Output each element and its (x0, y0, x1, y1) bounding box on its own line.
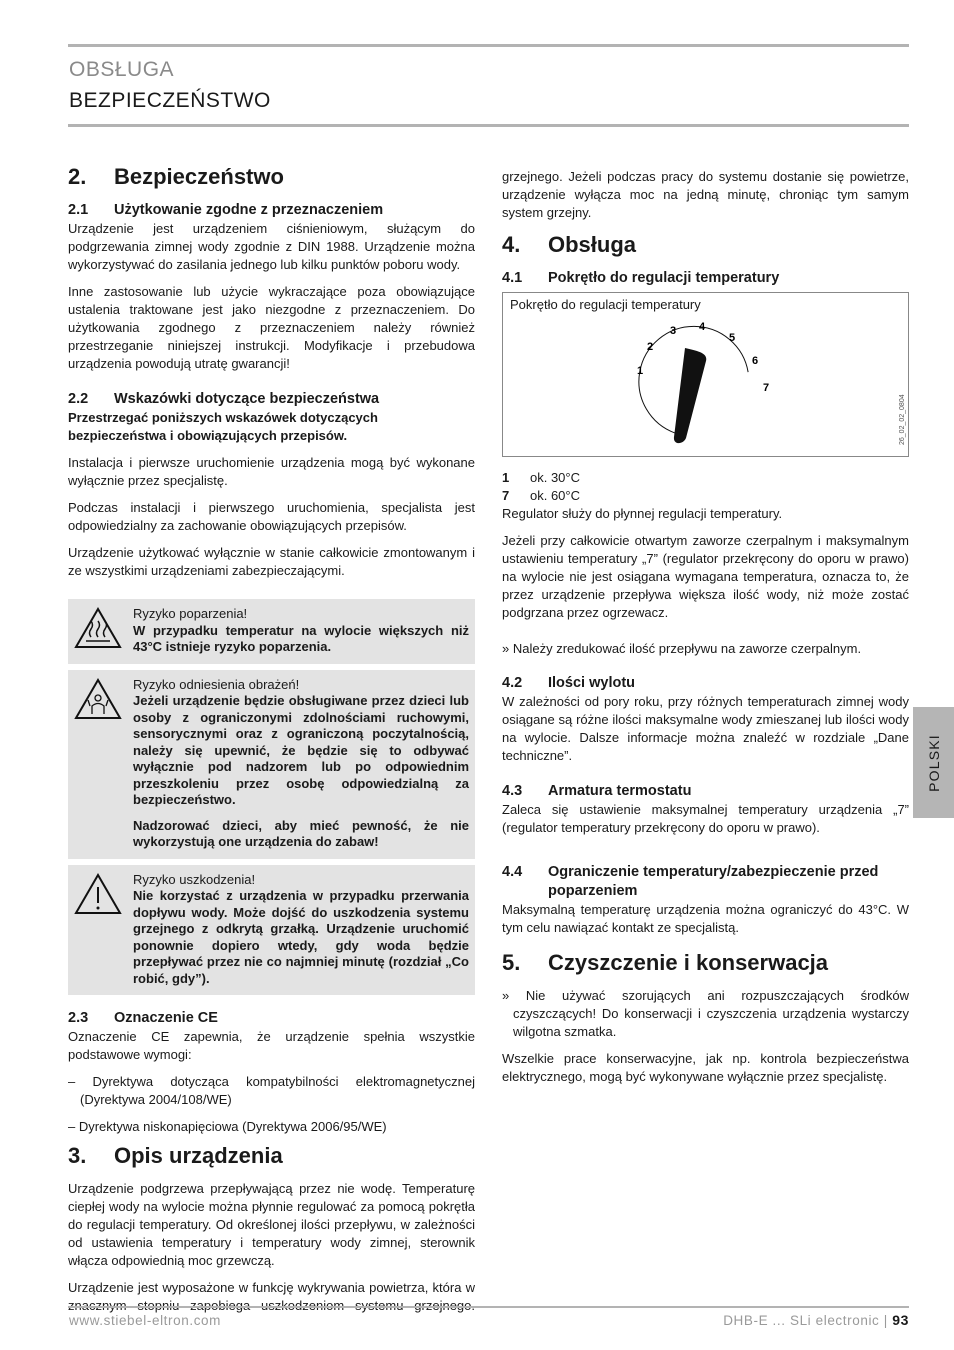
warning-body: W przypadku temperatur na wylocie większych niż 43°C istnieje ryzyko poparzenia. (133, 622, 469, 654)
legend-item: 1 ok. 30°C (502, 470, 581, 485)
dial-label-1: 1 (637, 365, 644, 377)
section-5-heading: 5. Czyszczenie i konserwacja (502, 950, 829, 975)
footer-product: DHB-E ... SLi electronic | 93 (723, 1312, 909, 1328)
paragraph: Podczas instalacji i pierwszego uruchomienia, specjalista jest odpowiedzialny za zachowanie obowiązujących przepisów. (68, 500, 475, 533)
temperature-dial-diagram (503, 293, 908, 456)
paragraph: Urządzenie użytkować wyłącznie w stanie całkowicie zmontowanym i ze wszystkimi urządzeniami zabezpieczającymi. (68, 545, 475, 578)
paragraph: Instalacja i pierwsze uruchomienie urządzenia mogą być wykonane wyłącznie przez specjalistę. (68, 455, 475, 488)
paragraph: Wszelkie prace konserwacyjne, jak np. kontrola bezpieczeństwa elektrycznego, mogą być wykonywane wyłącznie przez specjalistę. (502, 1051, 909, 1084)
dial-label-6: 6 (752, 355, 759, 367)
warning-box (68, 670, 475, 859)
section-2-1-heading: 2.1 Użytkowanie zgodne z przeznaczeniem (68, 202, 384, 218)
paragraph: Maksymalną temperaturę urządzenia można ograniczyć do 43°C. W tym celu nawiązać kontakt ze specjalistą. (502, 902, 909, 935)
section-4-heading: 4. Obsługa (502, 232, 637, 257)
person-warning-icon (74, 678, 122, 720)
warning-body: Jeżeli urządzenie będzie obsługiwane przez dzieci lub osoby z ograniczonymi zdolnościami ruchowymi, sensorycznymi oraz z ograniczoną poczytalnością, należy się upewnić, że będzie się to odbywać wyłącznie pod nadzorem lub po odpowiednim przeszkoleniu przez osobę odpowiedzialną za bezpieczeństwo. (133, 693, 469, 807)
paragraph-lead: Przestrzegać poniższych wskazówek dotyczących bezpieczeństwa i obowiązujących przepisów. (68, 410, 378, 443)
paragraph: Urządzenie jest wyposażone w funkcję wykrywania powietrza, która w (68, 1280, 475, 1295)
footer-url[interactable]: www.stiebel-eltron.com (69, 1313, 221, 1328)
paragraph: Regulator służy do płynnej regulacji temperatury. (502, 506, 783, 521)
paragraph: Inne zastosowanie lub użycie wykraczające poza obowiązujące ustalenia traktowane jest jako niezgodne z przeznaczeniem. Do użytkowania zgodnego z przeznaczeniem należy również przestrzeganie niniejszej instrukcji. Modyfikacje i przebudowa urządzenia powodują utratę gwarancji! (68, 284, 475, 371)
exclamation-warning-icon (74, 873, 122, 915)
warning-body: Nie korzystać z urządzenia w przypadku przerwania dopływu wody. Może dojść do uszkodzenia systemu grzejnego z odkrytą grzałką. Urządzenie uruchomić ponownie dopiero wtedy, gdy woda będzie przepływać przez nie co najmniej minutę (rozdział „Co robić, gdy”). (133, 888, 469, 986)
warning-body-2: Nadzorować dzieci, aby mieć pewność, że nie wykorzystują one urządzenia do zabaw! (133, 817, 469, 849)
paragraph: Urządzenie jest urządzeniem ciśnieniowym, służącym do podgrzewania zimnej wody zgodnie z DIN 1988. Urządzenie można wykorzystywać do zasilania jednego lub kilku punktów poboru wody. (68, 221, 475, 272)
paragraph: Jeżeli przy całkowicie otwartym zaworze czerpalnym i maksymalnym ustawieniu temperatury „7” (regulator przekręcony do oporu w prawo) na wylocie nie jest osiągana wymagana temperatura, oznacza to, że przez urządzenie przepływa większa ilość wody, niż może zostać podgrzana przez ogrzewacz. (502, 533, 909, 620)
header-subsection: BEZPIECZEŃSTWO (69, 89, 271, 112)
paragraph: Oznaczenie CE zapewnia, że urządzenie spełnia wszystkie podstawowe wymogi: (68, 1029, 475, 1062)
language-side-tab[interactable]: POLSKI (913, 707, 954, 818)
legend-item: 7 ok. 60°C (502, 488, 581, 503)
section-4-1-heading: 4.1 Pokrętło do regulacji temperatury (502, 270, 780, 286)
dial-figure (502, 292, 909, 457)
left-column (68, 163, 475, 1324)
page-number: 93 (892, 1312, 909, 1328)
section-4-4-heading: 4.4 Ograniczenie temperatury/zabezpieczenie przed poparzeniem (502, 864, 879, 899)
top-rule (68, 44, 909, 47)
warning-title: Ryzyko uszkodzenia! (133, 871, 256, 887)
dial-label-3: 3 (670, 325, 677, 337)
warning-title: Ryzyko odniesienia obrażeń! (133, 676, 300, 692)
figure-code: 26_02_02_0804 (899, 394, 906, 445)
paragraph: W zależności od pory roku, przy różnych temperaturach zimnej wody osiągane są różne ilości maksymalne wody zmieszanej lub ilości wody na wylocie. Dalsze informacje można znaleźć w rozdziale „Dane techniczne”. (502, 694, 909, 763)
footer-rule (68, 1306, 909, 1308)
list-item: – Dyrektywa dotycząca kompatybilności elektromagnetycznej (Dyrektywa 2004/108/WE) (68, 1074, 475, 1107)
section-4-3-heading: 4.3 Armatura termostatu (502, 783, 692, 799)
dial-label-5: 5 (729, 332, 736, 344)
instruction-item: » Należy zredukować ilość przepływu na zaworze czerpalnym. (502, 641, 862, 656)
figure-caption: Pokrętło do regulacji temperatury (510, 297, 701, 312)
right-column (502, 168, 909, 1095)
instruction-item: » Nie używać szorujących ani rozpuszczających środków czyszczących! Do konserwacji i czyszczenia urządzenia wystarczy wilgotna szmatka. (502, 988, 909, 1039)
warning-box (68, 599, 475, 664)
paragraph: Zaleca się ustawienie maksymalnej temperatury urządzenia „7” (regulator temperatury przekręcony do oporu w prawo). (502, 802, 909, 835)
header-section: OBSŁUGA (69, 58, 175, 81)
section-4-2-heading: 4.2 Ilości wylotu (502, 675, 636, 691)
warning-box (68, 865, 475, 996)
list-item: – Dyrektywa niskonapięciowa (Dyrektywa 2006/95/WE) (68, 1119, 387, 1134)
paragraph-continuation: grzejnego. Jeżeli podczas pracy do systemu dostanie się powietrze, urządzenie wyłącza moc na jedną minutę, chroniąc tym samym system grzejny. (502, 169, 909, 220)
paragraph: Urządzenie podgrzewa przepływającą przez nie wodę. Temperaturę ciepłej wody na wylocie można płynnie regulować za pomocą pokrętła do regulacji temperatury. Od określonej ilości przepływu, w zależności od ustawienia temperatury i temperatury wody zimnej, sterownik włącza odpowiednią moc grzewczą. (68, 1181, 475, 1268)
warning-title: Ryzyko poparzenia! (133, 606, 248, 621)
header-rule (68, 124, 909, 127)
hot-surface-warning-icon (74, 607, 122, 649)
dial-label-4: 4 (699, 321, 706, 333)
section-3-heading: 3. Opis urządzenia (68, 1143, 283, 1168)
section-2-2-heading: 2.2 Wskazówki dotyczące bezpieczeństwa (68, 391, 380, 407)
section-2-3-heading: 2.3 Oznaczenie CE (68, 1010, 218, 1026)
dial-label-7: 7 (763, 382, 770, 394)
section-2-heading: 2. Bezpieczeństwo (68, 164, 284, 189)
dial-label-2: 2 (647, 341, 654, 353)
